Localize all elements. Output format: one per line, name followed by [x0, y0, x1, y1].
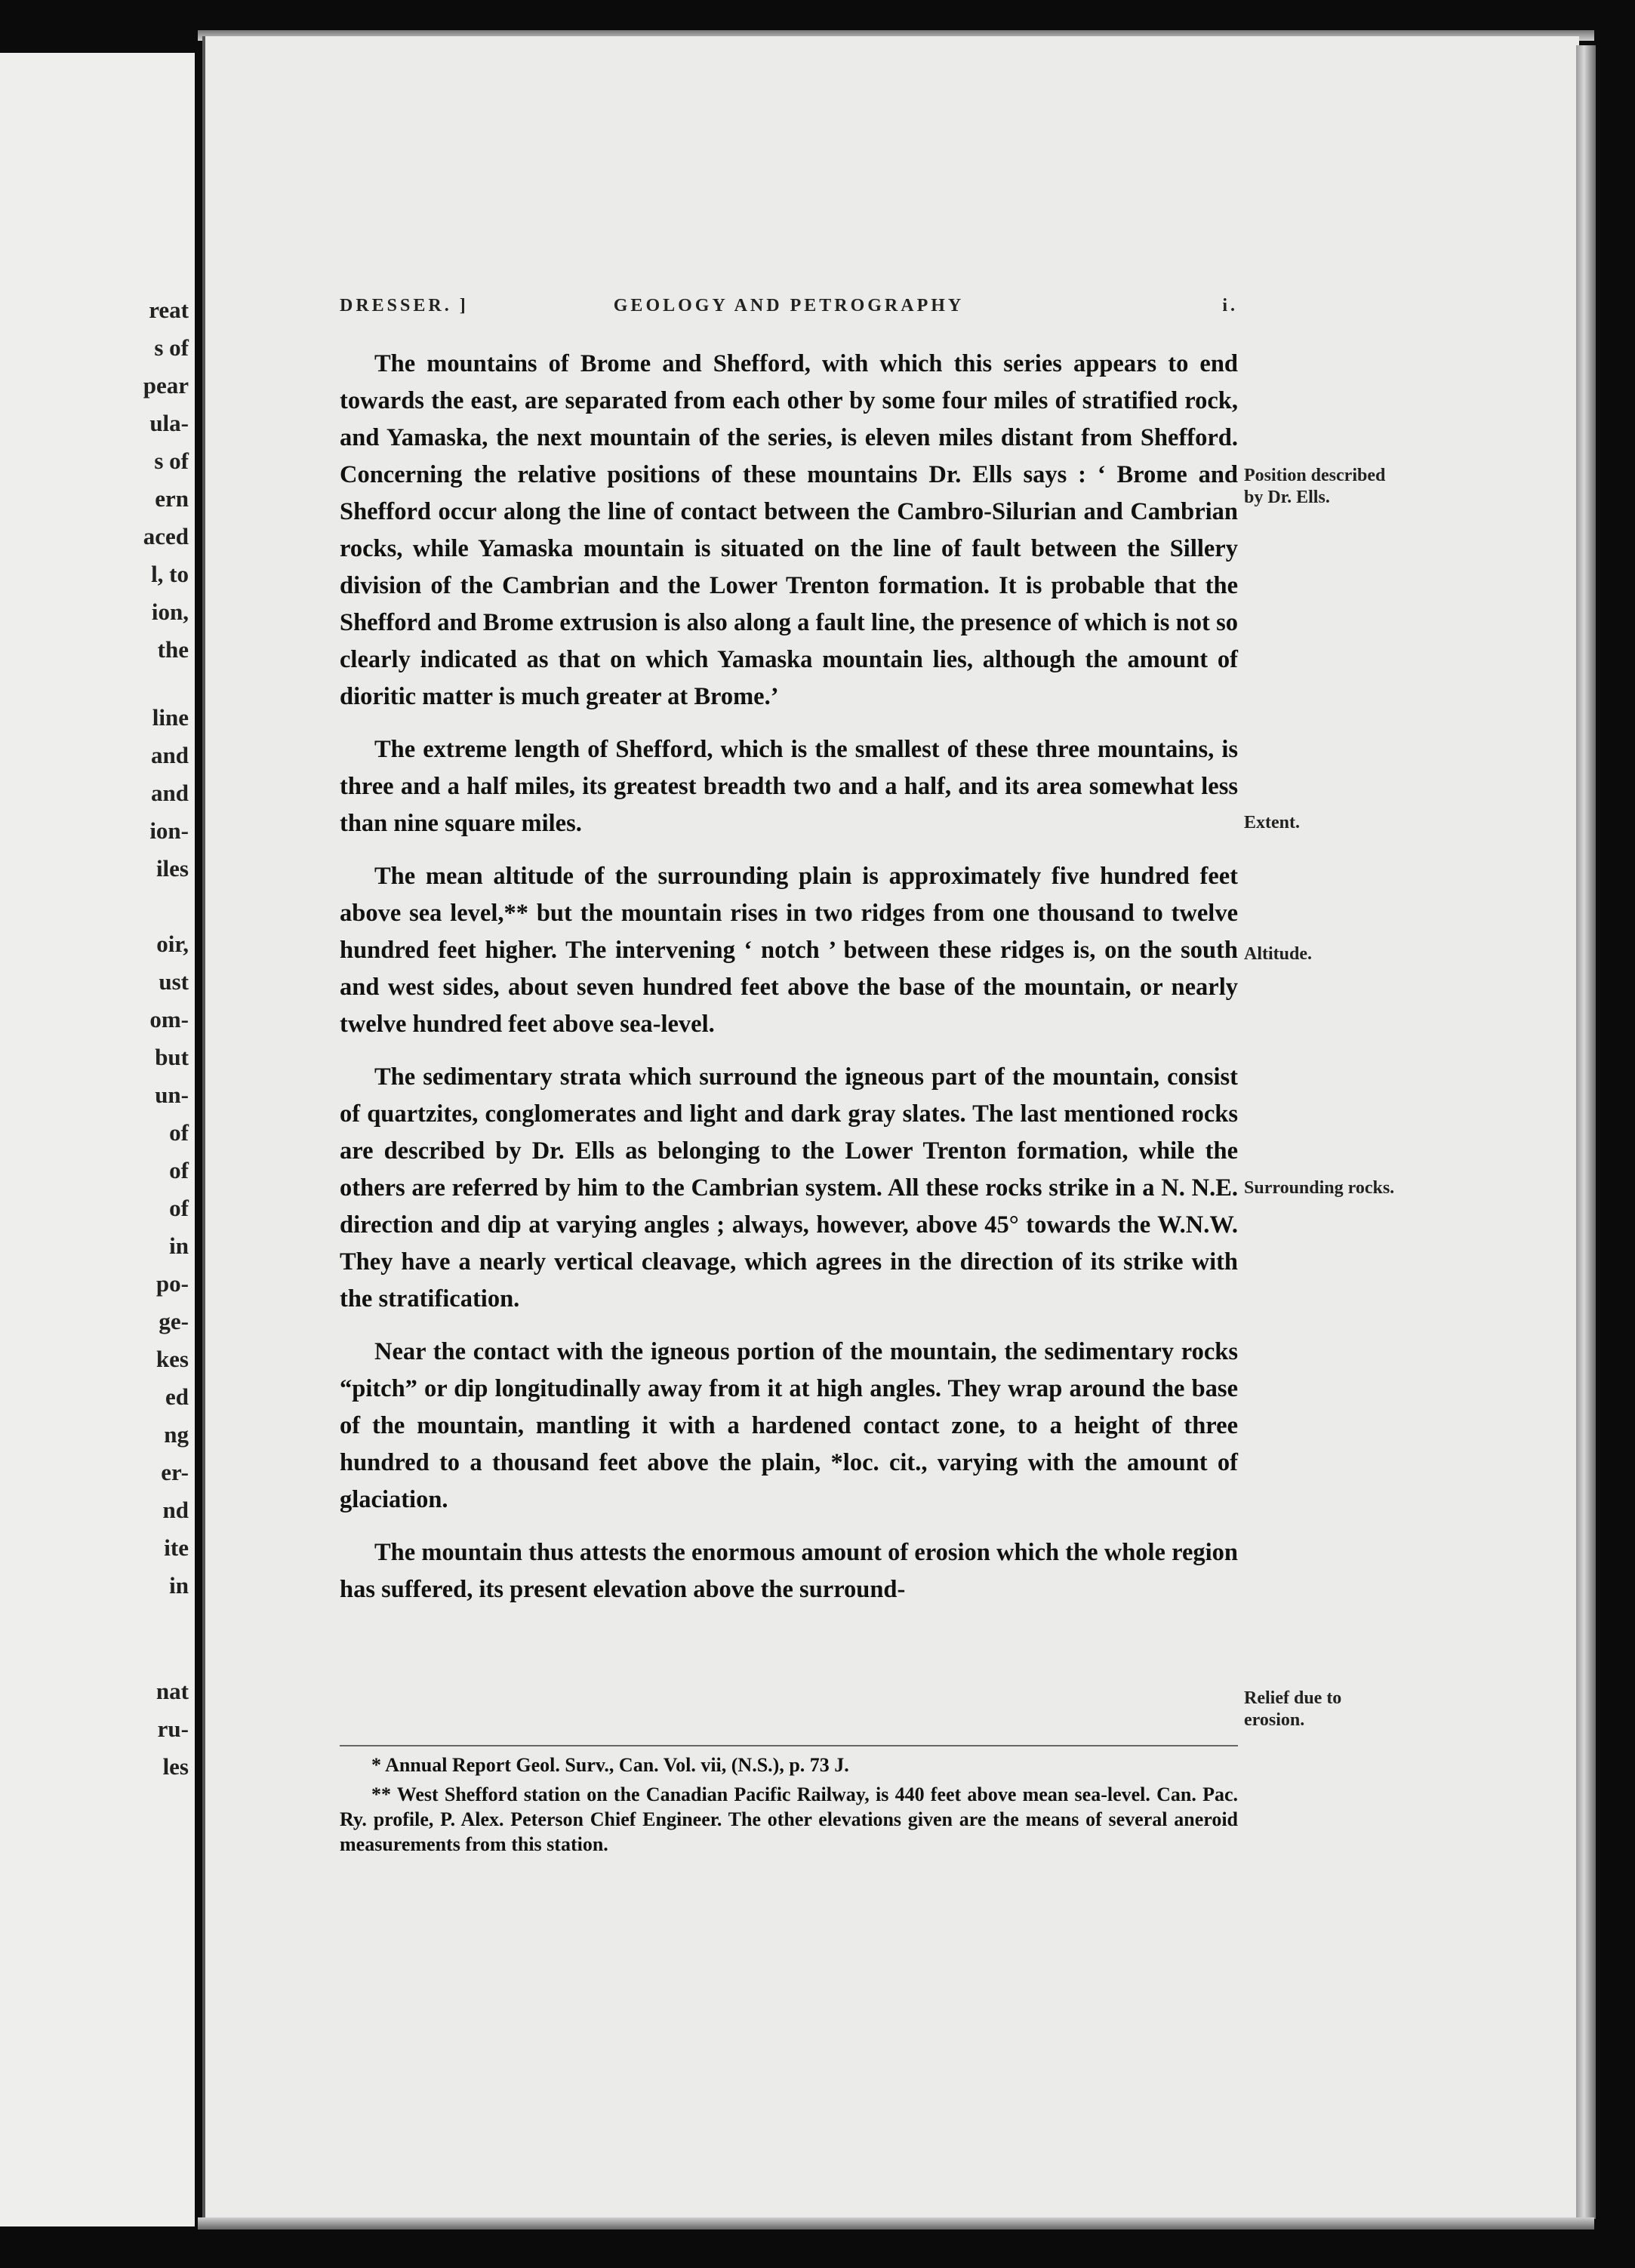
left-page-line-fragment: of: [169, 1157, 189, 1183]
margin-note-surrounding-rocks: Surrounding rocks.: [1244, 1178, 1395, 1198]
paragraph-erosion: The mountain thus attests the enormous amount of erosion which the whole region has suffered, its present elevation above the surround-: [340, 1539, 1238, 1603]
footnote-2: ** West Shefford station on the Canadian Pacific Railway, is 440 feet above mean sea-level. Can. Pac. Ry. profile, P. Alex. Peterson Chief Engineer. The other elevations given are the means of several aneroid measurements from this station.: [340, 1783, 1238, 1855]
margin-note-position: Position described by Dr. Ells.: [1244, 466, 1386, 507]
left-page-line-fragment: and: [151, 780, 189, 806]
left-page-line-fragment: in: [169, 1232, 189, 1259]
left-page-line-fragment: of: [169, 1195, 189, 1221]
left-page-line-fragment: s of: [154, 448, 189, 474]
footnote-divider: [340, 1745, 1238, 1746]
left-page-line-fragment: ite: [164, 1534, 189, 1561]
left-page-line-fragment: pear: [143, 372, 189, 399]
left-page-line-fragment: nat: [155, 1678, 189, 1704]
paragraph-surrounding-rocks: The sedimentary strata which surround the igneous part of the mountain, consist of quartzites, conglomerates and light and dark gray slates. The last mentioned rocks are described by Dr. Ells as belonging to the Lower Trenton formation, while the others are referred by him to the Cambrian system. All these rocks strike in a N. N.E. direction and dip at varying angles ; always, however, above 45° towards the W.N.W. They have a nearly vertical cleavage, which agrees in the direction of its strike with the stratification.: [340, 1063, 1238, 1312]
header-author: DRESSER. ]: [340, 296, 469, 315]
paragraph-extent: The extreme length of Shefford, which is the smallest of these three mountains, is three and a half miles, its greatest breadth two and a half, and its area somewhat less than nine square miles.: [340, 736, 1238, 837]
left-page-line-fragment: les: [162, 1753, 189, 1780]
left-page-line-fragment: ed: [165, 1383, 189, 1410]
paragraph-mountains-positions: The mountains of Brome and Shefford, with which this series appears to end towards the east, are separated from each other by some four miles of stratified rock, and Yamaska, the next mountain of the series, is eleven miles distant from Shefford. Concerning the relative positions of these mountains Dr. Ells says : ‘ Brome and Shefford occur along the line of contact between the Cambro-Silurian and Cambrian rocks, while Yamaska mountain is situated on the line of fault between the Sillery division of the Cambrian and the Lower Trenton formation. It is probable that the Shefford and Brome extrusion is also along a fault line, the presence of which is not so clearly indicated as that on which Yamaska mountain lies, although the amount of dioritic matter is much greater at Brome.’: [340, 350, 1238, 710]
left-page-line-fragment: ern: [155, 485, 189, 512]
page-right-edge: [1576, 45, 1596, 2219]
left-page-line-fragment: ge-: [159, 1308, 189, 1334]
adjacent-page-fragment: [0, 53, 195, 2226]
left-page-line-fragment: un-: [155, 1082, 189, 1108]
left-page-line-fragment: aced: [143, 523, 189, 549]
left-page-line-fragment: ust: [159, 968, 189, 995]
left-page-line-fragment: ula-: [149, 410, 189, 436]
header-title: GEOLOGY AND PETROGRAPHY: [613, 296, 965, 315]
paragraph-altitude: The mean altitude of the surrounding plain is approximately five hundred feet above sea level,** but the mountain rises in two ridges from one thousand to twelve hundred feet higher. The intervening ‘ notch ’ between these ridges is, on the south and west sides, about seven hundred feet above the base of the mountain, or nearly twelve hundred feet above sea-level.: [340, 863, 1238, 1038]
body-text: [340, 346, 1238, 1624]
left-page-line-fragment: iles: [155, 855, 189, 882]
margin-note-relief: Relief due to erosion.: [1244, 1688, 1342, 1730]
footnote-1: * Annual Report Geol. Surv., Can. Vol. vii, (N.S.), p. 73 J.: [371, 1754, 849, 1776]
page-bottom-edge: [198, 2217, 1594, 2230]
margin-note-extent: Extent.: [1244, 813, 1300, 832]
header-page-number: i.: [1222, 296, 1238, 315]
left-page-line-fragment: the: [157, 636, 189, 663]
left-page-line-fragment: of: [169, 1119, 189, 1146]
left-page-line-fragment: po-: [155, 1270, 189, 1297]
margin-note-altitude: Altitude.: [1244, 944, 1312, 964]
left-page-line-fragment: in: [169, 1572, 189, 1599]
footnotes: [340, 1753, 1238, 1861]
left-page-line-fragment: line: [152, 704, 189, 731]
left-page-line-fragment: l, to: [151, 561, 189, 587]
left-page-line-fragment: nd: [162, 1497, 189, 1523]
left-page-line-fragment: er-: [161, 1459, 189, 1485]
left-page-line-fragment: kes: [155, 1346, 189, 1372]
left-page-line-fragment: and: [151, 742, 189, 768]
left-page-line-fragment: ru-: [157, 1716, 189, 1742]
left-page-line-fragment: om-: [149, 1006, 189, 1032]
left-page-line-fragment: s of: [154, 334, 189, 361]
paragraph-contact-zone: Near the contact with the igneous portion of the mountain, the sedimentary rocks “pitch” or dip longitudinally away from it at high angles. They wrap around the base of the mountain, mantling it with a hardened contact zone, to a height of three hundred to a thousand feet above the plain, *loc. cit., varying with the amount of glaciation.: [340, 1338, 1238, 1513]
left-page-line-fragment: but: [155, 1044, 189, 1070]
left-page-line-fragment: oir,: [156, 931, 189, 957]
running-header: [340, 296, 1238, 326]
left-page-line-fragment: ng: [164, 1421, 189, 1448]
left-page-line-fragment: ion-: [149, 817, 189, 844]
left-page-line-fragment: reat: [149, 297, 189, 323]
left-page-line-fragment: ion,: [151, 599, 189, 625]
